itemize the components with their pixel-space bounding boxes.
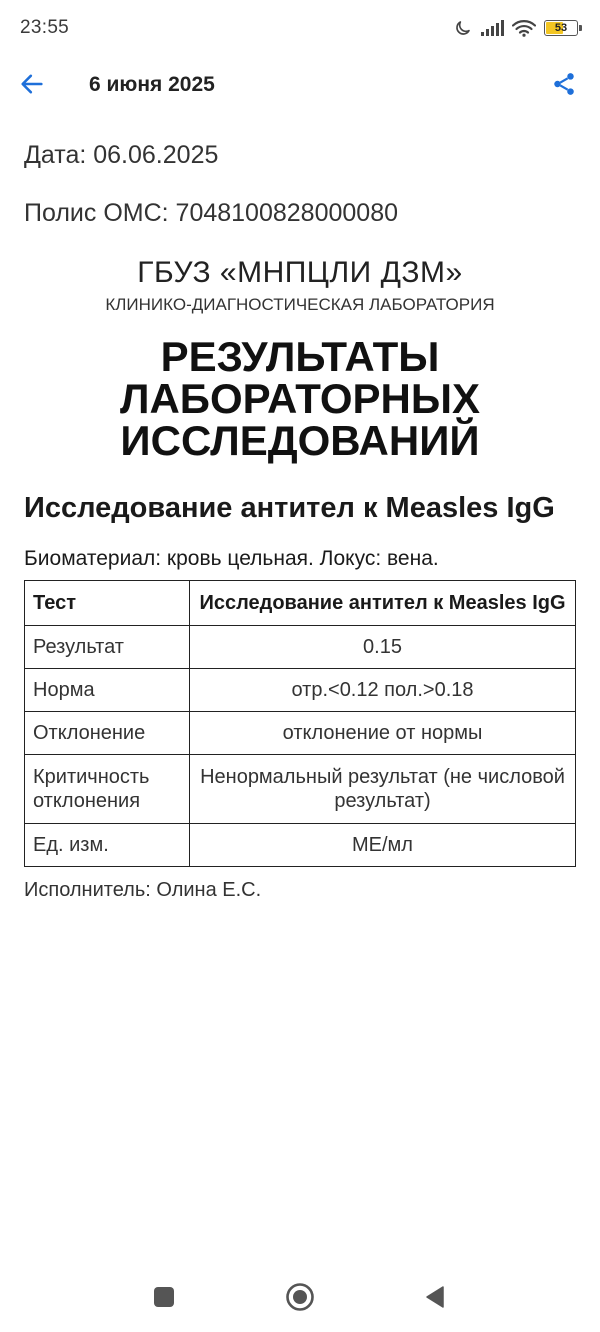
recent-apps-button[interactable] xyxy=(149,1284,179,1314)
status-icons xyxy=(454,19,578,37)
document-title-line: ЛАБОРАТОРНЫХ xyxy=(120,375,480,422)
share-icon xyxy=(551,71,577,102)
policy-line: Полис ОМС: 7048100828000080 xyxy=(24,199,398,227)
table-row xyxy=(25,755,576,824)
document-title-line: РЕЗУЛЬТАТЫ xyxy=(160,333,440,380)
date-line: Дата: 06.06.2025 xyxy=(24,141,219,169)
table-cell-label: Критичность отклонения xyxy=(25,755,190,824)
table-header-cell: Тест xyxy=(25,581,190,626)
biomaterial-line: Биоматериал: кровь цельная. Локус: вена. xyxy=(24,547,439,570)
document-content xyxy=(24,118,576,903)
document-title-line: ИССЛЕДОВАНИЙ xyxy=(120,417,480,464)
system-nav-bar xyxy=(0,1276,600,1320)
document-title xyxy=(24,333,576,464)
organization-header xyxy=(24,256,576,316)
signal-icon xyxy=(480,20,504,36)
organization-subtitle: КЛИНИКО-ДИАГНОСТИЧЕСКАЯ ЛАБОРАТОРИЯ xyxy=(105,295,495,314)
table-row xyxy=(25,626,576,669)
moon-icon xyxy=(454,19,472,37)
battery-icon xyxy=(544,20,578,36)
table-cell-value: Ненормальный результат (не числовой результат) xyxy=(190,755,576,824)
wifi-icon xyxy=(512,19,536,37)
table-row xyxy=(25,669,576,712)
table-cell-value: 0.15 xyxy=(190,626,576,669)
back-triangle-icon xyxy=(423,1285,447,1314)
page-title: 6 июня 2025 xyxy=(89,73,215,96)
table-row xyxy=(25,824,576,867)
app-bar xyxy=(0,56,600,114)
table-cell-value: отр.<0.12 пол.>0.18 xyxy=(190,669,576,712)
organization-name: ГБУЗ «МНПЦЛИ ДЗМ» xyxy=(137,256,463,289)
test-name-heading: Исследование антител к Measles IgG xyxy=(24,492,555,524)
table-cell-label: Отклонение xyxy=(25,712,190,755)
table-cell-label: Результат xyxy=(25,626,190,669)
table-row xyxy=(25,712,576,755)
home-button[interactable] xyxy=(285,1284,315,1314)
recent-apps-icon xyxy=(153,1286,175,1313)
table-cell-value: МЕ/мл xyxy=(190,824,576,867)
table-cell-label: Ед. изм. xyxy=(25,824,190,867)
table-cell-label: Норма xyxy=(25,669,190,712)
results-table xyxy=(24,580,576,867)
status-bar xyxy=(0,0,600,56)
table-header-cell: Исследование антител к Measles IgG xyxy=(190,581,576,626)
share-button[interactable] xyxy=(548,70,580,102)
home-icon xyxy=(285,1282,315,1317)
back-button[interactable] xyxy=(16,70,48,102)
table-cell-value: отклонение от нормы xyxy=(190,712,576,755)
battery-level: 53 xyxy=(554,22,568,34)
performer-line: Исполнитель: Олина Е.С. xyxy=(24,879,262,901)
nav-back-button[interactable] xyxy=(420,1284,450,1314)
arrow-left-icon xyxy=(18,70,46,103)
table-header-row xyxy=(25,581,576,626)
status-time: 23:55 xyxy=(20,17,70,38)
